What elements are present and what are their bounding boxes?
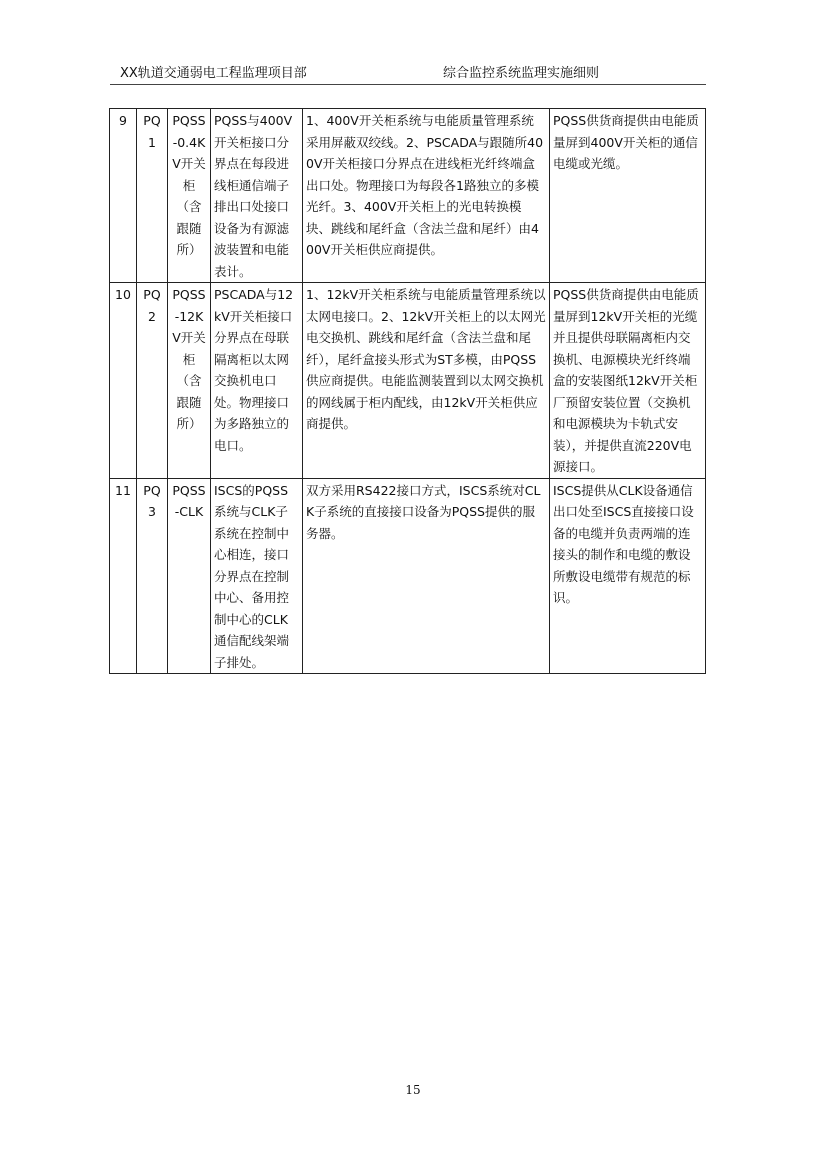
interface-boundary: PQSS与400V开关柜接口分界点在每段进线柜通信端子排出口处接口设备为有源滤波装置和电能表计。 bbox=[211, 109, 303, 283]
interface-content: 1、12kV开关柜系统与电能质量管理系统以太网电接口。2、12kV开关柜上的以太网光电交换机、跳线和尾纤盒（含法兰盘和尾纤），尾纤盒接头形式为ST多模，由PQSS供应商提供。电能监测装置到以太网交换机的网线属于柜内配线，由12kV开关柜供应商提供。 bbox=[303, 283, 550, 479]
row-number: 11 bbox=[110, 478, 137, 674]
interface-responsibility: ISCS提供从CLK设备通信出口处至ISCS直接接口设备的电缆并负责两端的连接头的制作和电缆的敷设所敷设电缆带有规范的标识。 bbox=[550, 478, 706, 674]
interface-boundary: PSCADA与12kV开关柜接口分界点在母联隔离柜以太网交换机电口处。物理接口为多路独立的电口。 bbox=[211, 283, 303, 479]
interface-responsibility: PQSS供货商提供由电能质量屏到12kV开关柜的光缆并且提供母联隔离柜内交换机、电源模块光纤终端盒的安装图纸12kV开关柜厂预留安装位置（交换机和电源模块为卡轨式安装），并提供直流220V电源接口。 bbox=[550, 283, 706, 479]
header-document-title: 综合监控系统监理实施细则 bbox=[443, 66, 600, 81]
interface-boundary: ISCS的PQSS系统与CLK子系统在控制中心相连，接口分界点在控制中心、备用控制中心的CLK通信配线架端子排处。 bbox=[211, 478, 303, 674]
header-project-name: XX轨道交通弱电工程监理项目部 bbox=[120, 66, 307, 81]
interface-system: PQSS-12KV开关柜（含跟随所） bbox=[168, 283, 211, 479]
page-header bbox=[110, 62, 706, 85]
table-row bbox=[110, 478, 706, 674]
interface-system: PQSS-CLK bbox=[168, 478, 211, 674]
row-number: 10 bbox=[110, 283, 137, 479]
row-number: 9 bbox=[110, 109, 137, 283]
interface-code: PQ2 bbox=[137, 283, 168, 479]
table-row bbox=[110, 109, 706, 283]
interface-content: 双方采用RS422接口方式，ISCS系统对CLK子系统的直接接口设备为PQSS提供的服务器。 bbox=[303, 478, 550, 674]
interface-system: PQSS-0.4KV开关柜（含跟随所） bbox=[168, 109, 211, 283]
interface-table bbox=[109, 108, 706, 674]
page-number: 15 bbox=[405, 1083, 421, 1097]
interface-content: 1、400V开关柜系统与电能质量管理系统采用屏蔽双绞线。2、PSCADA与跟随所400V开关柜接口分界点在进线柜光纤终端盒出口处。物理接口为每段各1路独立的多模光纤。3、400V开关柜上的光电转换模块、跳线和尾纤盒（含法兰盘和尾纤）由400V开关柜供应商提供。 bbox=[303, 109, 550, 283]
interface-code: PQ1 bbox=[137, 109, 168, 283]
table-row bbox=[110, 283, 706, 479]
interface-responsibility: PQSS供货商提供由电能质量屏到400V开关柜的通信电缆或光缆。 bbox=[550, 109, 706, 283]
interface-code: PQ3 bbox=[137, 478, 168, 674]
